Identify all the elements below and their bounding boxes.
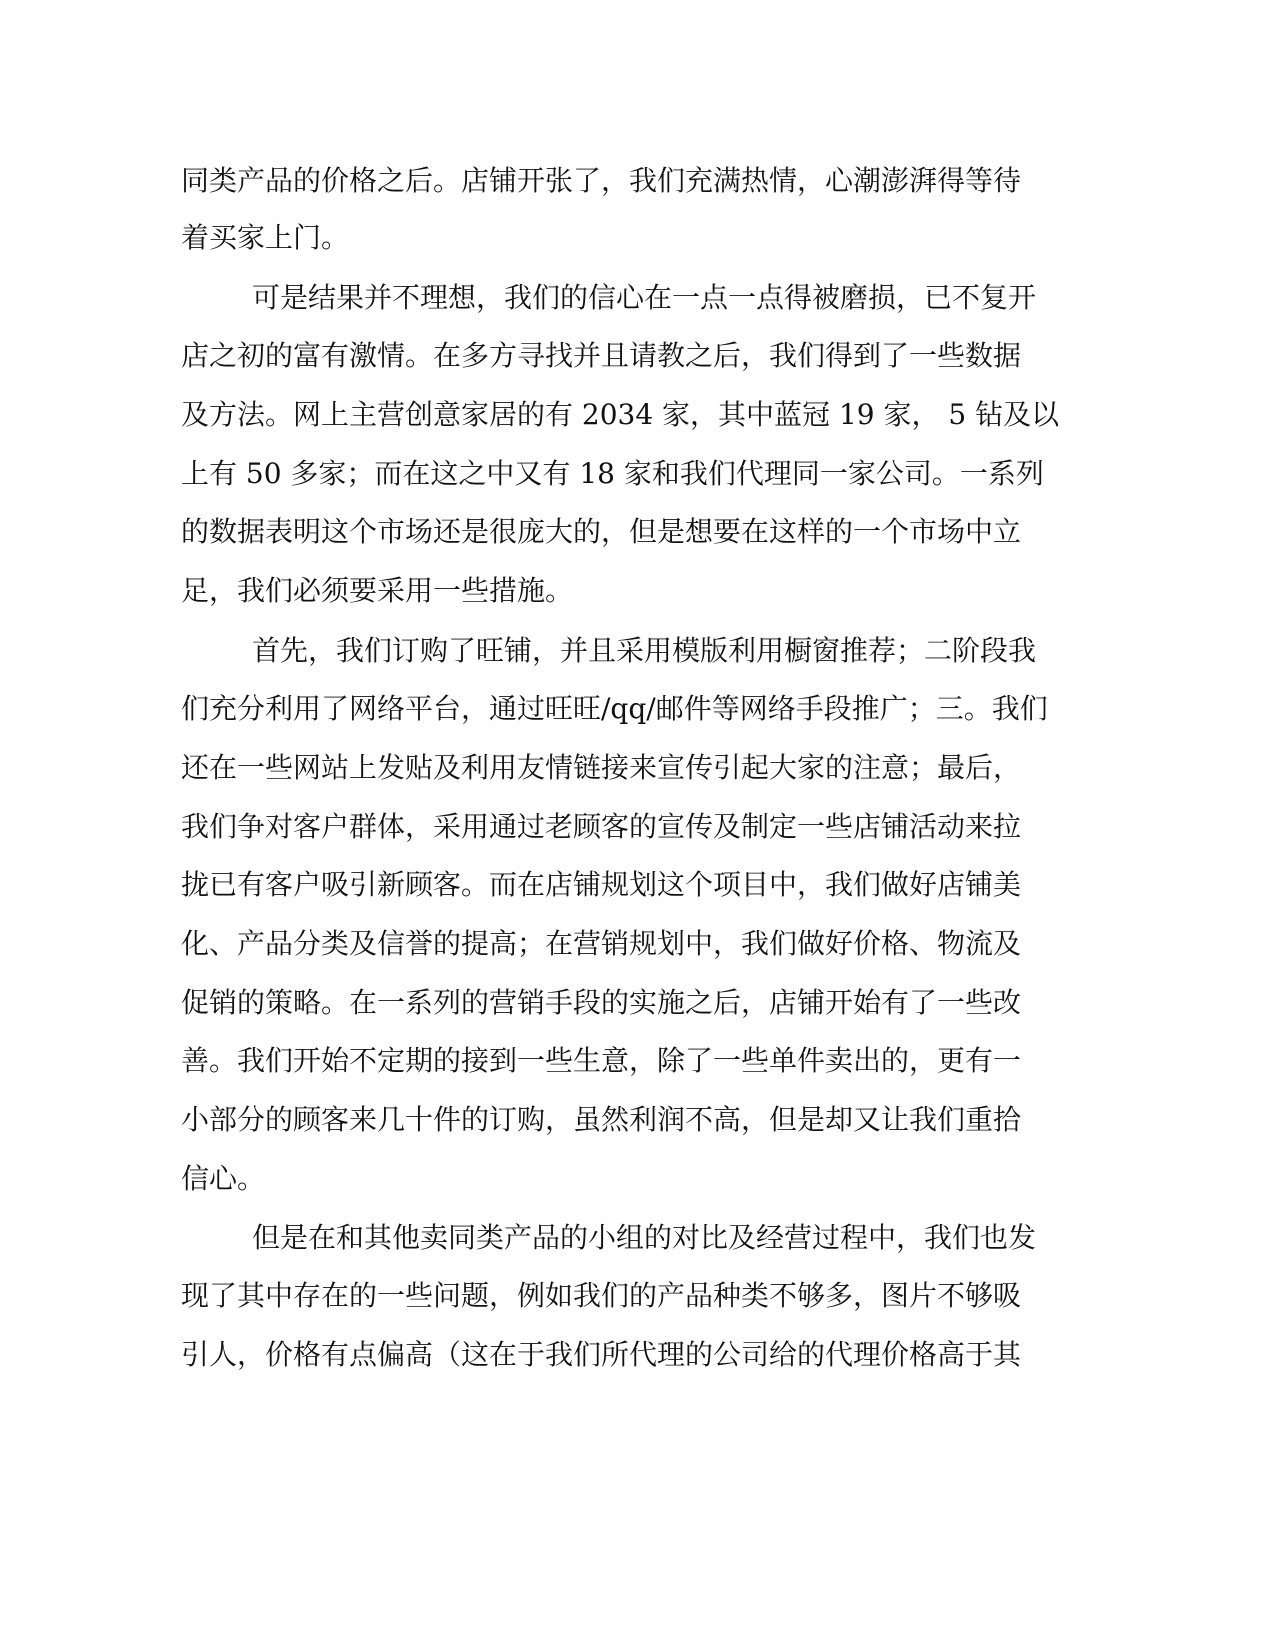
text-line: 拢已有客户吸引新顾客。而在店铺规划这个项目中，我们做好店铺美 [181,868,1022,901]
text-line: 促销的策略。在一系列的营销手段的实施之后，店铺开始有了一些改 [181,986,1022,1019]
text-line: 着买家上门。 [181,221,350,254]
text-line: 可是结果并不理想，我们的信心在一点一点得被磨损，已不复开 [252,281,1037,314]
text-line: 引人，价格有点偏高（这在于我们所代理的公司给的代理价格高于其 [181,1338,1022,1371]
text-line: 店之初的富有激情。在多方寻找并且请教之后，我们得到了一些数据 [181,339,1022,372]
text-line: 化、产品分类及信誉的提高；在营销规划中，我们做好价格、物流及 [181,927,1022,960]
text-line: 小部分的顾客来几十件的订购，虽然利润不高，但是却又让我们重拾 [181,1103,1022,1136]
text-line: 我们争对客户群体，采用通过老顾客的宣传及制定一些店铺活动来拉 [181,810,1022,843]
text-line: 还在一些网站上发贴及利用友情链接来宣传引起大家的注意；最后， [181,751,1022,784]
text-line: 善。我们开始不定期的接到一些生意，除了一些单件卖出的，更有一 [181,1044,1022,1077]
text-line: 上有 50 多家；而在这之中又有 18 家和我们代理同一家公司。一系列 [181,457,1044,490]
text-line: 的数据表明这个市场还是很庞大的，但是想要在这样的一个市场中立 [181,515,1022,548]
text-line: 首先，我们订购了旺铺，并且采用模版利用橱窗推荐；二阶段我 [252,634,1037,667]
text-line: 们充分利用了网络平台，通过旺旺/qq/邮件等网络手段推广；三。我们 [181,692,1048,725]
text-line: 但是在和其他卖同类产品的小组的对比及经营过程中，我们也发 [252,1221,1037,1254]
text-line: 信心。 [181,1162,266,1195]
text-line: 及方法。网上主营创意家居的有 2034 家，其中蓝冠 19 家， 5 钻及以 [181,398,1060,431]
text-line: 现了其中存在的一些问题，例如我们的产品种类不够多，图片不够吸 [181,1279,1022,1312]
text-line: 足，我们必须要采用一些措施。 [181,574,574,607]
text-line: 同类产品的价格之后。店铺开张了，我们充满热情，心潮澎湃得等待 [181,164,1022,197]
